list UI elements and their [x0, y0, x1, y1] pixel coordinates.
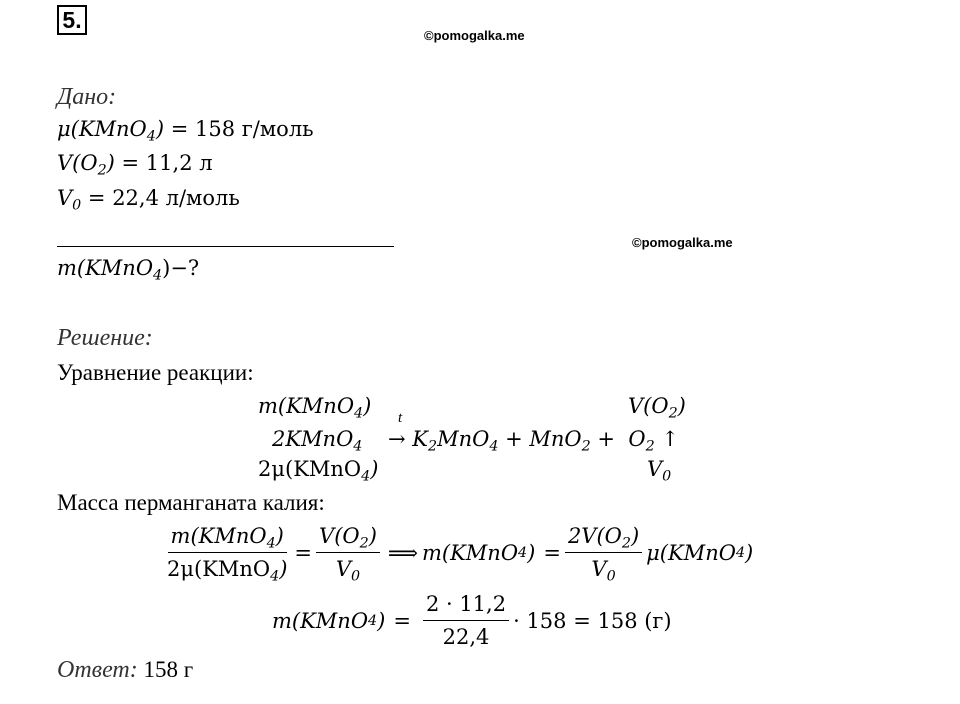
equation-proportion: $\frac{m(KMnO_4)}{2\mu(KMnO_4)}$ = $\frac{V(O_2)}{V_0}$ ⟹ m(KMnO 4 ) = $\frac{2V(O_2)}{V_0}$ μ(KMnO 4 ): [160, 520, 753, 585]
given-heading: Дано:: [57, 84, 117, 110]
equation-calculation: m(KMnO 4 ) = $\frac{2 \cdot 11,2}{22,4}$ · 158 = 158 (г): [272, 588, 672, 653]
given-volume-o2: $V(O_2) = 11,2$ л: [57, 151, 213, 179]
given-divider: [57, 246, 394, 247]
watermark-middle: ©pomogalka.me: [632, 235, 733, 250]
given-molar-mass: μ(KMnO$_4$) = 158 г/моль: [57, 117, 314, 145]
given-molar-volume: $V_0 = 22,4$ л/моль: [57, 186, 240, 214]
fraction-volume-ratio: $\frac{V(O_2)}{V_0}$: [316, 520, 380, 585]
reaction-products: → $K_2MnO_4 + MnO_2 + O_2$ ↑: [388, 427, 679, 455]
problem-number: 5.: [57, 5, 87, 35]
solution-heading: Решение:: [57, 325, 153, 351]
reaction-reactant: 2KMnO$_4$: [272, 427, 363, 455]
reaction-above-left: m(KMnO$_4$): [258, 394, 372, 422]
temperature-mark: t: [398, 410, 403, 426]
reaction-below-right: $V_0$: [647, 457, 672, 485]
watermark-top: ©pomogalka.me: [424, 28, 525, 43]
answer-line: [57, 657, 193, 684]
fraction-mass-ratio: $\frac{m(KMnO_4)}{2\mu(KMnO_4)}$: [164, 520, 290, 585]
fraction-double-volume: $\frac{2V(O_2)}{V_0}$: [565, 520, 642, 585]
reaction-heading: Уравнение реакции:: [57, 360, 254, 385]
mass-heading: Масса перманганата калия:: [57, 490, 325, 515]
find-line: m(KMnO$_4$)−?: [57, 256, 200, 284]
reaction-below-left: 2μ(KMnO$_4$): [258, 457, 379, 485]
reaction-above-right: $V(O_2)$: [628, 394, 686, 422]
fraction-numeric: $\frac{2 \cdot 11,2}{22,4}$: [423, 588, 509, 653]
answer-label: Ответ:: [57, 657, 138, 683]
answer-value: 158 г: [137, 657, 194, 682]
